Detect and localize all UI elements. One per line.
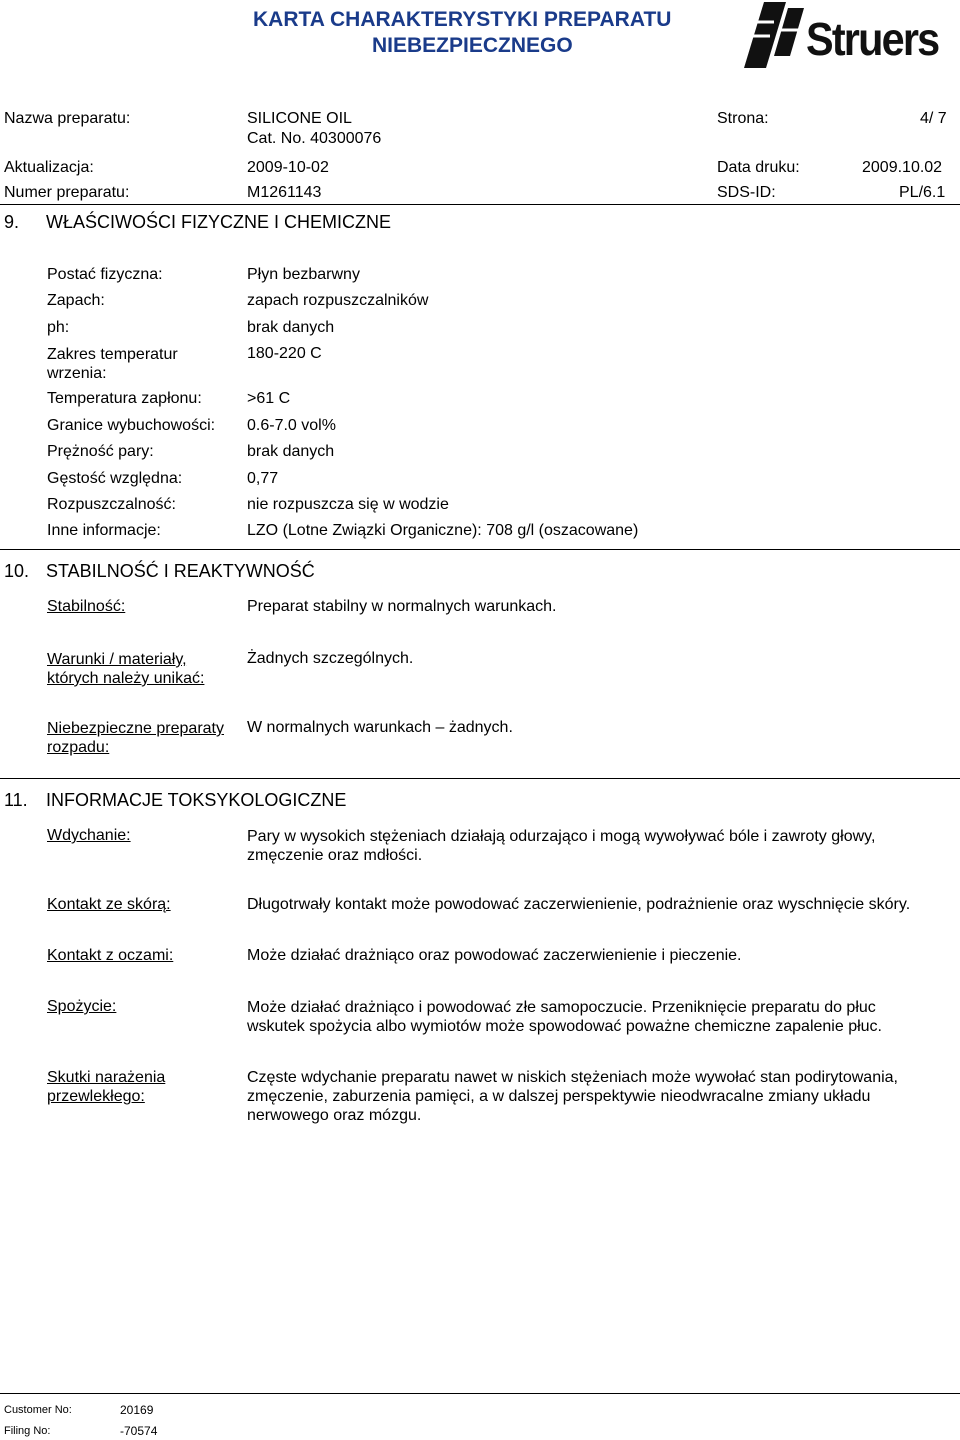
property-value: 0.6-7.0 vol% bbox=[247, 417, 336, 434]
inhalation-label: Wdychanie: bbox=[47, 827, 131, 844]
stability-label: Stabilność: bbox=[47, 598, 126, 615]
property-value: >61 C bbox=[247, 390, 291, 407]
property-label: Rozpuszczalność: bbox=[47, 496, 176, 513]
footer-divider bbox=[0, 1393, 960, 1394]
section-11-number: 11. bbox=[4, 790, 28, 810]
product-number-value: M1261143 bbox=[247, 184, 322, 201]
product-number-label: Numer preparatu: bbox=[4, 184, 130, 201]
header-divider bbox=[0, 204, 960, 205]
section-9-number: 9. bbox=[4, 212, 20, 232]
property-value: Płyn bezbarwny bbox=[247, 266, 360, 283]
property-label: Granice wybuchowości: bbox=[47, 417, 216, 434]
decomposition-products-label: Niebezpieczne preparaty rozpadu: bbox=[47, 720, 224, 756]
struers-logo-icon bbox=[744, 2, 804, 68]
property-value: nie rozpuszcza się w wodzie bbox=[247, 496, 449, 513]
section-9-title: WŁAŚCIWOŚCI FIZYCZNE I CHEMICZNE bbox=[46, 212, 392, 232]
filing-no-label: Filing No: bbox=[4, 1425, 51, 1437]
print-date-value: 2009.10.02 bbox=[862, 159, 943, 176]
decomposition-products-value: W normalnych warunkach – żadnych. bbox=[247, 719, 513, 736]
conditions-to-avoid-label: Warunki / materiały, których należy unikać: bbox=[47, 651, 205, 687]
stability-value: Preparat stabilny w normalnych warunkach. bbox=[247, 598, 557, 615]
print-date-label: Data druku: bbox=[717, 159, 800, 176]
property-label: Temperatura zapłonu: bbox=[47, 390, 202, 407]
customer-no-label: Customer No: bbox=[4, 1404, 72, 1416]
filing-no-value: -70574 bbox=[120, 1424, 158, 1438]
page-value: 4/ 7 bbox=[920, 110, 947, 127]
sds-id-value: PL/6.1 bbox=[899, 184, 946, 201]
page-label: Strona: bbox=[717, 110, 769, 127]
section-11-title: INFORMACJE TOKSYKOLOGICZNE bbox=[46, 790, 347, 810]
product-name-value: SILICONE OIL bbox=[247, 110, 352, 127]
struers-logo-text: Struers bbox=[806, 13, 939, 65]
property-value: brak danych bbox=[247, 443, 335, 460]
document-title-line2: NIEBEZPIECZNEGO bbox=[372, 34, 573, 57]
property-label: Postać fizyczna: bbox=[47, 266, 163, 283]
struers-logo bbox=[744, 2, 958, 70]
property-label: Gęstość względna: bbox=[47, 470, 183, 487]
property-value: brak danych bbox=[247, 319, 335, 336]
product-name-label: Nazwa preparatu: bbox=[4, 110, 131, 127]
skin-contact-label: Kontakt ze skórą: bbox=[47, 896, 171, 913]
sds-id-label: SDS-ID: bbox=[717, 184, 776, 201]
property-label: Zapach: bbox=[47, 292, 105, 309]
document-title-line1: KARTA CHARAKTERYSTYKI PREPARATU bbox=[253, 8, 672, 31]
property-value: 0,77 bbox=[247, 470, 279, 487]
ingestion-value: Może działać drażniąco i powodować złe samopoczucie. Przeniknięcie preparatu do płuc wskutek spożycia albo wymiotów może spowodować poważne chemiczne zapalenie płuc. bbox=[247, 999, 882, 1035]
property-label: Zakres temperatur wrzenia: bbox=[47, 346, 178, 382]
property-label: Inne informacje: bbox=[47, 522, 161, 539]
property-value: 180-220 C bbox=[247, 345, 322, 362]
section-10-number: 10. bbox=[4, 561, 30, 581]
skin-contact-value: Długotrwały kontakt może powodować zaczerwienienie, podrażnienie oraz wyschnięcie skóry. bbox=[247, 896, 911, 913]
chronic-exposure-value: Częste wdychanie preparatu nawet w niskich stężeniach może wywołać stan podirytowania, zmęczenie, zaburzenia pamięci, a w dalszej perspektywie nieodwracalne zmiany układu nerwowego oraz mózgu. bbox=[247, 1069, 898, 1124]
customer-no-value: 20169 bbox=[120, 1403, 154, 1417]
cat-no: Cat. No. 40300076 bbox=[247, 130, 382, 147]
property-value: LZO (Lotne Związki Organiczne): 708 g/l (oszacowane) bbox=[247, 522, 639, 539]
eye-contact-value: Może działać drażniąco oraz powodować zaczerwienienie i pieczenie. bbox=[247, 947, 742, 964]
chronic-exposure-label: Skutki narażenia przewlekłego: bbox=[47, 1069, 166, 1105]
conditions-to-avoid-value: Żadnych szczególnych. bbox=[247, 650, 414, 667]
section-10-divider bbox=[0, 778, 960, 779]
section-10-title: STABILNOŚĆ I REAKTYWNOŚĆ bbox=[46, 561, 315, 581]
property-label: Prężność pary: bbox=[47, 443, 154, 460]
ingestion-label: Spożycie: bbox=[47, 998, 117, 1015]
update-value: 2009-10-02 bbox=[247, 159, 329, 176]
property-value: zapach rozpuszczalników bbox=[247, 292, 429, 309]
update-label: Aktualizacja: bbox=[4, 159, 94, 176]
property-label: ph: bbox=[47, 319, 70, 336]
inhalation-value: Pary w wysokich stężeniach działają odurzająco i mogą wywoływać bóle i zawroty głowy, zmęczenie oraz mdłości. bbox=[247, 828, 876, 864]
eye-contact-label: Kontakt z oczami: bbox=[47, 947, 174, 964]
section-9-divider bbox=[0, 549, 960, 550]
